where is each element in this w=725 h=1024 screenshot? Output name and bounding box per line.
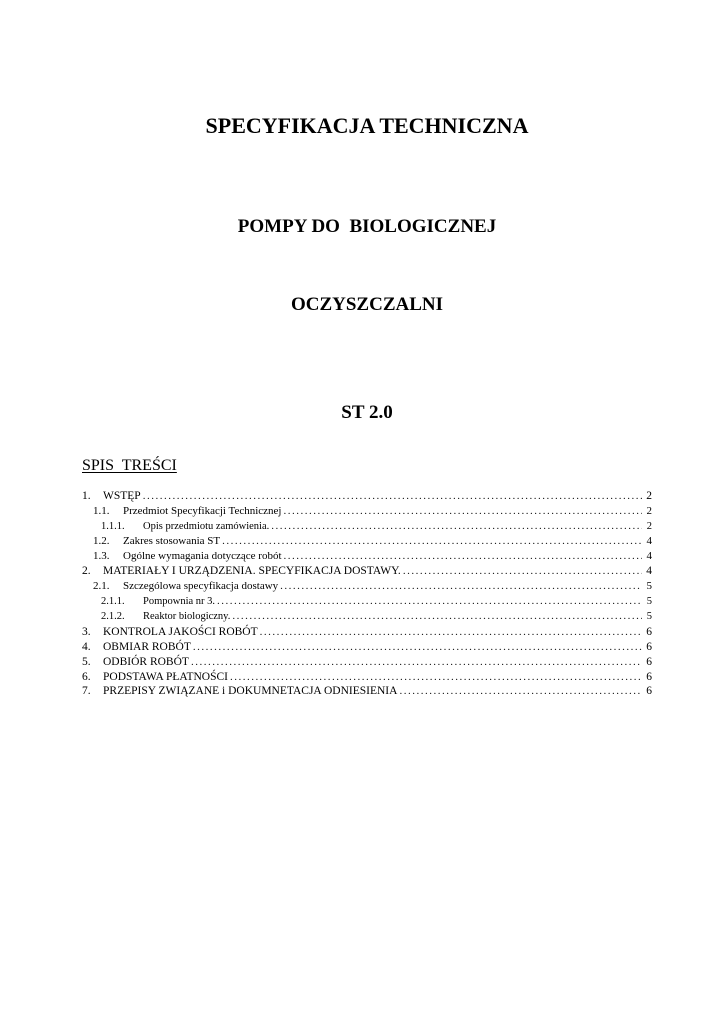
toc-entry (82, 564, 652, 579)
toc-entry (82, 489, 652, 504)
toc-dot-leader (280, 579, 642, 594)
toc-entry (82, 519, 652, 535)
toc-dot-leader (232, 609, 642, 624)
toc-entry-label: Zakres stosowania ST (123, 535, 221, 548)
toc-entry (82, 549, 652, 564)
toc-dot-leader (260, 625, 642, 640)
toc-entry-number: 2.1. (93, 579, 110, 592)
toc-entry-number: 6. (82, 670, 91, 683)
toc-entry-page: 4 (646, 535, 652, 548)
toc-entry-page: 5 (646, 611, 652, 623)
document-number: ST 2.0 (341, 402, 393, 423)
toc-entry (82, 594, 652, 610)
toc-dot-leader (403, 564, 642, 579)
toc-dot-leader (283, 504, 642, 519)
toc-entry-page: 6 (646, 626, 652, 639)
toc-entry (82, 504, 652, 519)
toc-entry-number: 2.1.2. (101, 611, 125, 623)
document-subtitle-line1: POMPY DO BIOLOGICZNEJ (237, 216, 497, 237)
toc-dot-leader (217, 594, 642, 609)
toc-dot-leader (284, 549, 642, 564)
toc-dot-leader (143, 489, 642, 504)
toc-entry-label: PRZEPISY ZWIĄZANE i DOKUMNETACJA ODNIESIENIA (103, 685, 398, 698)
toc-entry-number: 2.1.1. (101, 595, 125, 607)
toc-entry-number: 4. (82, 640, 91, 653)
toc-entry (82, 625, 652, 640)
toc-dot-leader (271, 519, 642, 534)
toc-entry-page: 6 (646, 655, 652, 668)
toc-heading: SPIS TREŚCI (82, 457, 177, 474)
toc-entry-label: Reaktor biologiczny. (143, 611, 231, 623)
toc-entry-page: 6 (646, 640, 652, 653)
toc-entry (82, 655, 652, 670)
toc-entry-page: 4 (646, 550, 652, 563)
toc-entry-label: MATERIAŁY I URZĄDZENIA. SPECYFIKACJA DOSTAWY. (103, 564, 401, 577)
toc-entry-page: 2 (646, 520, 652, 532)
toc-entry-number: 2. (82, 564, 91, 577)
table-of-contents (82, 489, 652, 699)
toc-entry-number: 1.3. (93, 550, 110, 563)
toc-dot-leader (191, 655, 642, 670)
toc-dot-leader (193, 640, 642, 655)
toc-entry-number: 5. (82, 655, 91, 668)
toc-entry-number: 3. (82, 626, 91, 639)
toc-entry-page: 2 (646, 490, 652, 502)
toc-entry-label: KONTROLA JAKOŚCI ROBÓT (103, 626, 258, 639)
toc-entry-number: 1.1.1. (101, 520, 125, 532)
toc-entry-label: ODBIÓR ROBÓT (103, 655, 189, 668)
toc-entry-label: Ogólne wymagania dotyczące robót (123, 550, 282, 563)
toc-entry-label: Przedmiot Specyfikacji Technicznej (123, 504, 282, 517)
toc-entry-label: OBMIAR ROBÓT (103, 640, 191, 653)
toc-entry-label: Opis przedmiotu zamówienia. (143, 520, 270, 532)
toc-entry (82, 640, 652, 655)
toc-dot-leader (399, 684, 642, 699)
toc-entry-page: 6 (646, 670, 652, 683)
toc-entry-label: Szczególowa specyfikacja dostawy (123, 579, 279, 592)
toc-entry-page: 5 (646, 579, 652, 592)
toc-entry-number: 1.1. (93, 504, 110, 517)
toc-dot-leader (230, 670, 642, 685)
toc-entry-label: Pompownia nr 3. (143, 595, 216, 607)
document-subtitle (82, 162, 652, 370)
toc-entry-label: PODSTAWA PŁATNOŚCI (103, 670, 228, 683)
toc-entry (82, 670, 652, 685)
toc-entry (82, 579, 652, 594)
document-title: SPECYFIKACJA TECHNICZNA (205, 113, 529, 138)
toc-entry (82, 609, 652, 625)
toc-entry-label: WSTĘP (103, 490, 141, 502)
toc-entry-number: 1. (82, 490, 91, 502)
toc-entry-page: 4 (646, 564, 652, 577)
toc-entry (82, 534, 652, 549)
toc-entry-page: 6 (646, 685, 652, 698)
toc-dot-leader (222, 534, 642, 549)
toc-entry-page: 2 (646, 504, 652, 517)
toc-entry (82, 684, 652, 699)
document-subtitle-line2: OCZYSZCZALNI (290, 294, 444, 315)
toc-entry-number: 7. (82, 685, 91, 698)
toc-entry-page: 5 (646, 595, 652, 607)
toc-entry-number: 1.2. (93, 535, 110, 548)
